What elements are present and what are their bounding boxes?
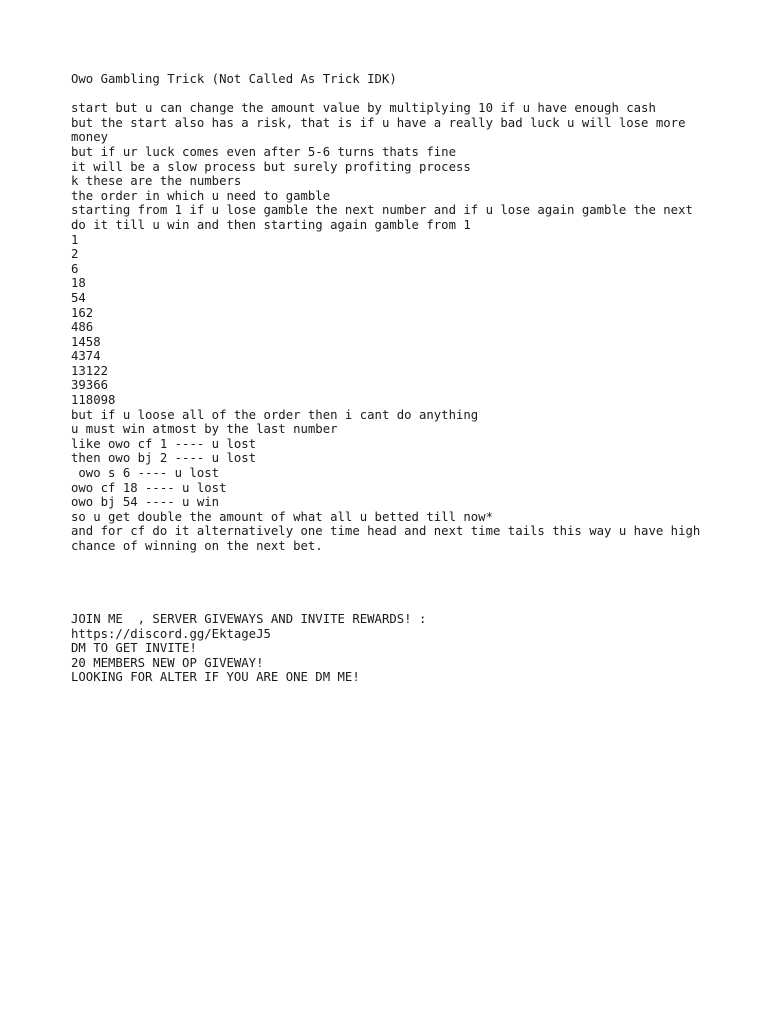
number-item: 486 <box>71 320 94 335</box>
promo-section <box>71 612 711 685</box>
number-item: 162 <box>71 305 94 320</box>
intro-line: k these are the numbers <box>71 174 242 189</box>
document-title: Owo Gambling Trick (Not Called As Trick IDK) <box>71 72 397 86</box>
intro-line: but the start also has a risk, that is if u have a really bad luck u will lose more money <box>71 115 693 145</box>
promo-line: LOOKING FOR ALTER IF YOU ARE ONE DM ME! <box>71 670 360 685</box>
number-item: 39366 <box>71 378 109 393</box>
promo-line: JOIN ME , SERVER GIVEWAYS AND INVITE REWARDS! : <box>71 611 427 626</box>
invite-link[interactable]: https://discord.gg/EktageJ5 <box>71 626 271 641</box>
number-item: 4374 <box>71 349 101 364</box>
example-line: then owo bj 2 ---- u lost <box>71 451 257 466</box>
example-line: like owo cf 1 ---- u lost <box>71 436 257 451</box>
document-page <box>71 72 711 685</box>
number-item: 1458 <box>71 334 101 349</box>
number-item: 18 <box>71 276 86 291</box>
example-line: so u get double the amount of what all u betted till now* <box>71 509 493 524</box>
promo-line: 20 MEMBERS NEW OP GIVEWAY! <box>71 655 264 670</box>
intro-line: it will be a slow process but surely profiting process <box>71 159 471 174</box>
example-line: owo cf 18 ---- u lost <box>71 480 227 495</box>
intro-line: but if ur luck comes even after 5-6 turns thats fine <box>71 144 456 159</box>
example-line: owo bj 54 ---- u win <box>71 495 220 510</box>
intro-line: start but u can change the amount value by multiplying 10 if u have enough cash <box>71 101 656 116</box>
number-item: 2 <box>71 247 79 262</box>
example-line: u must win atmost by the last number <box>71 422 338 437</box>
example-line: and for cf do it alternatively one time head and next time tails this way u have high chance of winning on the next bet. <box>71 524 708 553</box>
blank-gap <box>71 554 711 612</box>
intro-line: the order in which u need to gamble <box>71 188 331 203</box>
number-item: 1 <box>71 232 79 247</box>
number-item: 118098 <box>71 393 116 408</box>
number-list <box>71 233 711 408</box>
intro-section <box>71 101 711 232</box>
number-item: 54 <box>71 290 86 305</box>
number-item: 13122 <box>71 363 109 378</box>
promo-line: DM TO GET INVITE! <box>71 641 197 656</box>
intro-line: starting from 1 if u lose gamble the next number and if u lose again gamble the next do it till u win and then starting again gamble from 1 <box>71 203 701 232</box>
number-item: 6 <box>71 261 79 276</box>
example-line: owo s 6 ---- u lost <box>71 466 220 481</box>
example-section <box>71 408 711 554</box>
example-line: but if u loose all of the order then i cant do anything <box>71 407 479 422</box>
